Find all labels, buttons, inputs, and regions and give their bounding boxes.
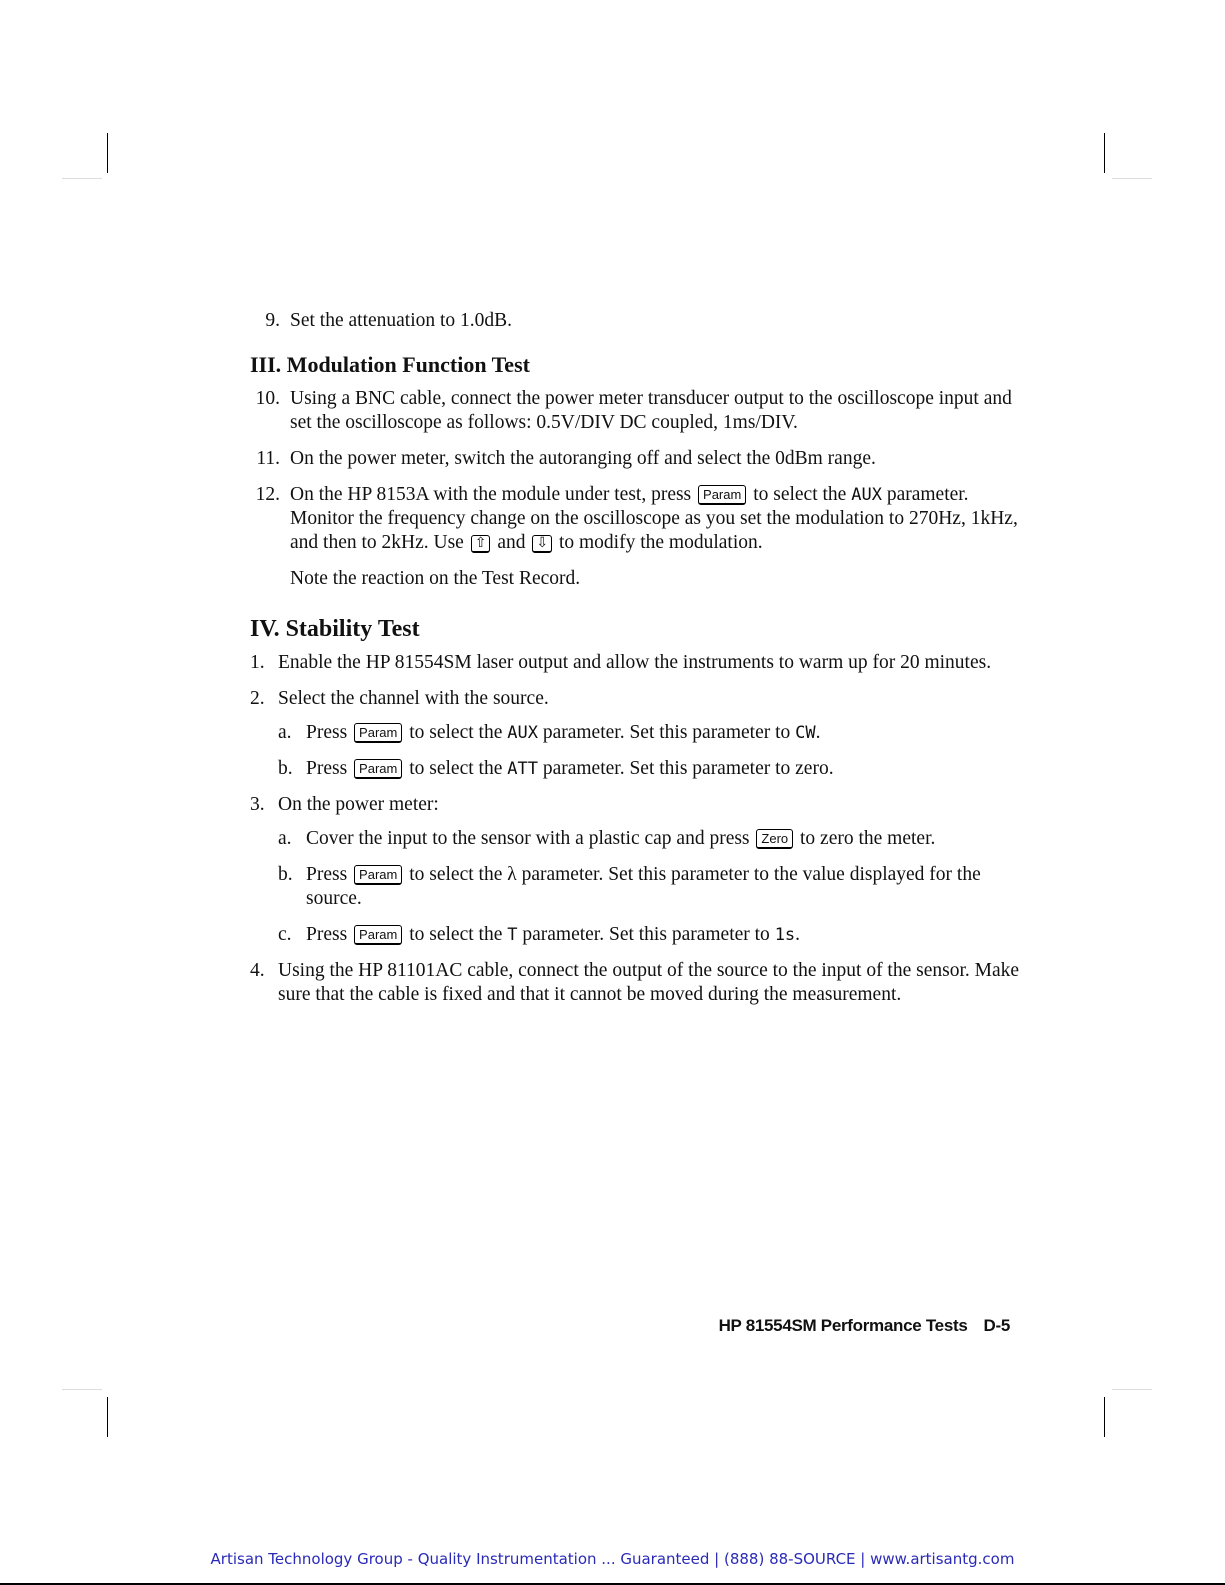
substep-text-part: to select the	[409, 758, 503, 779]
page-footer	[700, 1314, 1010, 1338]
down-arrow-key-icon: ⇩	[532, 535, 552, 553]
page-content	[250, 309, 1020, 1019]
substep-letter: b.	[278, 864, 293, 885]
step-text: Using a BNC cable, connect the power meter transducer output to the oscilloscope input and set the oscilloscope as follows: 0.5V/DIV DC coupled, 1ms/DIV.	[290, 388, 1012, 433]
step-number: 1.	[250, 652, 265, 673]
substep-text-part: Press	[306, 722, 348, 743]
step-text: Select the channel with the source.	[278, 688, 549, 709]
code-att: ATT	[507, 759, 538, 779]
substep-2a	[278, 721, 1020, 745]
step-number: 2.	[250, 688, 265, 709]
code-aux: AUX	[851, 485, 882, 505]
substep-text-part: .	[815, 722, 821, 743]
param-key: Param	[354, 759, 402, 779]
code-aux: AUX	[507, 723, 538, 743]
zero-key: Zero	[756, 829, 793, 849]
step-text: Using the HP 81101AC cable, connect the output of the source to the input of the sensor. Make sure that the cable is fixed and that it cannot be moved during the measurement.	[278, 960, 1020, 1005]
step-text: On the power meter, switch the autoranging off and select the 0dBm range.	[290, 448, 876, 469]
step-number: 4.	[250, 960, 265, 981]
lambda-symbol: λ	[507, 864, 517, 885]
note-text: Note the reaction on the Test Record.	[290, 568, 581, 589]
up-arrow-key-icon: ⇧	[471, 535, 491, 553]
step-number: 9.	[265, 310, 280, 331]
step-9	[250, 309, 1020, 333]
stability-steps	[250, 651, 1020, 1007]
param-key: Param	[698, 485, 746, 505]
crop-mark-bottom-right	[1104, 1397, 1105, 1437]
substep-text-part: Press	[306, 864, 348, 885]
step-number: 10.	[255, 388, 280, 409]
code-1s: 1s	[774, 925, 796, 945]
step-text-part: and	[497, 532, 526, 553]
substep-text-part: to zero the meter.	[800, 828, 936, 849]
artisan-banner-link[interactable]: Artisan Technology Group - Quality Instrumentation ... Guaranteed | (888) 88-SOURCE | www.artisantg.com	[210, 1550, 1015, 1568]
crop-mark-bottom-right-h	[1112, 1389, 1152, 1390]
code-cw: CW	[795, 723, 816, 743]
step-text: Enable the HP 81554SM laser output and allow the instruments to warm up for 20 minutes.	[278, 652, 992, 673]
step-3	[250, 793, 1020, 947]
page-number: D-5	[983, 1316, 1010, 1335]
substep-letter: b.	[278, 758, 293, 779]
crop-mark-top-left-h	[62, 178, 102, 179]
substep-text-part: .	[795, 924, 801, 945]
substep-text-part: Press	[306, 758, 348, 779]
substep-text-part: parameter. Set this parameter to	[542, 722, 791, 743]
substep-text-part: Cover the input to the sensor with a plastic cap and press	[306, 828, 750, 849]
step-10	[250, 387, 1020, 435]
param-key: Param	[354, 723, 402, 743]
substep-text-part: to select the	[409, 864, 503, 885]
step-text: On the power meter:	[278, 794, 439, 815]
crop-mark-bottom-left	[107, 1397, 108, 1437]
substep-text-part: parameter. Set this parameter to	[522, 924, 770, 945]
substep-3b	[278, 863, 1020, 911]
substep-3c	[278, 923, 1020, 947]
param-key: Param	[354, 865, 402, 885]
substep-letter: c.	[278, 924, 292, 945]
step-1	[250, 651, 1020, 675]
substep-3a	[278, 827, 1020, 851]
step-number: 3.	[250, 794, 265, 815]
step-11	[250, 447, 1020, 471]
substep-text-part: to select the	[409, 924, 503, 945]
section-heading-modulation: III. Modulation Function Test	[250, 352, 530, 377]
step-4	[250, 959, 1020, 1007]
footer-title: HP 81554SM Performance Tests	[718, 1316, 968, 1335]
step-text: Set the attenuation to 1.0dB.	[290, 310, 513, 331]
step-12	[250, 483, 1020, 555]
substep-2b	[278, 757, 1020, 781]
step-number: 12.	[255, 484, 280, 505]
substep-text-part: parameter. Set this parameter to the value displayed for the source.	[306, 864, 981, 909]
crop-mark-top-left	[107, 133, 108, 173]
step-text-part: to modify the modulation.	[558, 532, 763, 553]
substep-letter: a.	[278, 722, 292, 743]
step-text-part: to select the	[753, 484, 847, 505]
substep-text-part: Press	[306, 924, 348, 945]
code-t: T	[507, 925, 518, 945]
substep-letter: a.	[278, 828, 292, 849]
substep-text-part: parameter. Set this parameter to zero.	[542, 758, 834, 779]
crop-mark-bottom-left-h	[62, 1389, 102, 1390]
crop-mark-top-right	[1104, 133, 1105, 173]
crop-mark-top-right-h	[1112, 178, 1152, 179]
section-heading-stability: IV. Stability Test	[250, 616, 420, 642]
step-number: 11.	[256, 448, 280, 469]
substep-text-part: to select the	[409, 722, 503, 743]
param-key: Param	[354, 925, 402, 945]
step-text-part: parameter. Monitor the frequency change on the oscilloscope as you set the modulation to 270Hz, 1kHz, and then to 2kHz. Use	[290, 484, 1018, 553]
step-2	[250, 687, 1020, 781]
step-text-part: On the HP 8153A with the module under test, press	[290, 484, 692, 505]
